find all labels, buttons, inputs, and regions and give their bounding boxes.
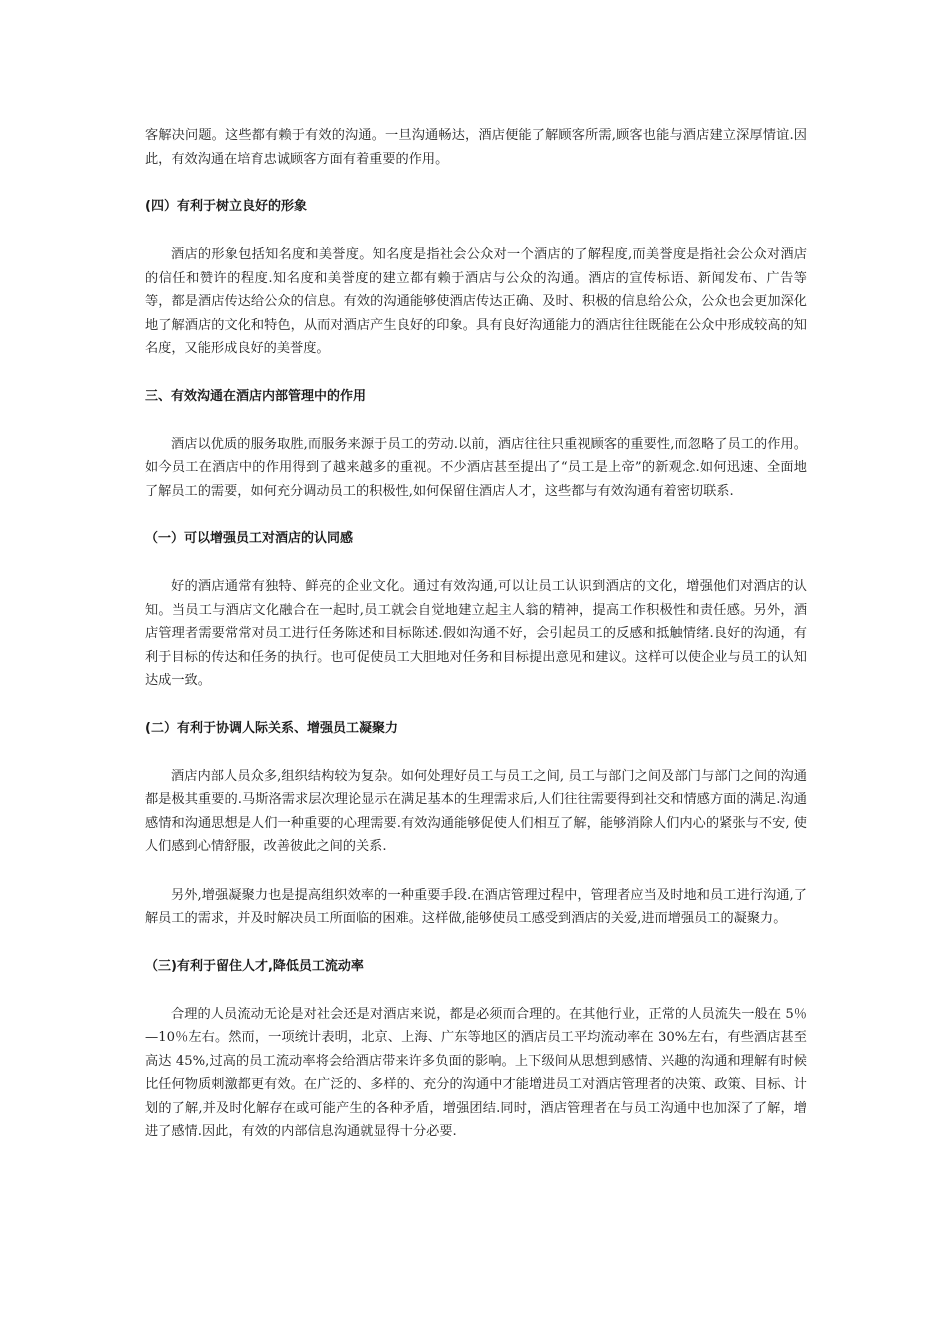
heading-retain-talent: （三)有利于留住人才,降低员工流动率 bbox=[145, 958, 364, 974]
heading-identity: （一）可以增强员工对酒店的认同感 bbox=[145, 531, 354, 546]
paragraph-hotel-image: 酒店的形象包括知名度和美誉度。知名度是指社会公众对一个酒店的了解程度,而美誉度是指社会公众对酒店的信任和赞许的程度.知名度和美誉度的建立都有赖于酒店与公众的沟通。酒店的宣传标语、新闻发布、广告等等，都是酒店传达给公众的信息。有效的沟通能够使酒店传达正确、及时、积极的信息给公众，公众也会更加深化地了解酒店的文化和特色，从而对酒店产生良好的印象。具有良好沟通能力的酒店往往既能在公众中形成较高的知名度，又能形成良好的美誉度。 bbox=[145, 247, 807, 356]
heading-internal-management: 三、有效沟通在酒店内部管理中的作用 bbox=[145, 388, 367, 404]
paragraph-employee-role: 酒店以优质的服务取胜,而服务来源于员工的劳动.以前，酒店往往只重视顾客的重要性,而忽略了员工的作用。如今员工在酒店中的作用得到了越来越多的重视。不少酒店甚至提出了“员工是上帝”的新观念.如何迅速、全面地了解员工的需要，如何充分调动员工的积极性,如何保留住酒店人才，这些都与有效沟通有着密切联系. bbox=[145, 436, 807, 499]
heading-good-image: (四）有利于树立良好的形象 bbox=[145, 199, 307, 214]
paragraph-relationships: 酒店内部人员众多,组织结构较为复杂。如何处理好员工与员工之间, 员工与部门之间及部门与部门之间的沟通都是极其重要的.马斯洛需求层次理论显示在满足基本的生理需求后,人们往往需要得到社交和情感方面的满足.沟通感情和沟通思想是人们一种重要的心理需要.有效沟通能够促使人们相互了解，能够消除人们内心的紧张与不安, 使人们感到心情舒服，改善彼此之间的关系. bbox=[145, 768, 807, 854]
paragraph-loyal-customers: 客解决问题。这些都有赖于有效的沟通。一旦沟通畅达，酒店便能了解顾客所需,顾客也能与酒店建立深厚情谊.因此，有效沟通在培育忠诚顾客方面有着重要的作用。 bbox=[145, 128, 807, 167]
paragraph-corporate-culture: 好的酒店通常有独特、鲜亮的企业文化。通过有效沟通,可以让员工认识到酒店的文化，增强他们对酒店的认知。当员工与酒店文化融合在一起时,员工就会自觉地建立起主人翁的精神，提高工作积极性和责任感。另外，酒店管理者需要常常对员工进行任务陈述和目标陈述.假如沟通不好，会引起员工的反感和抵触情绪.良好的沟通，有利于目标的传达和任务的执行。也可促使员工大胆地对任务和目标提出意见和建议。这样可以使企业与员工的认知达成一致。 bbox=[145, 579, 807, 688]
heading-cohesion: (二）有利于协调人际关系、增强员工凝聚力 bbox=[145, 720, 398, 736]
paragraph-turnover: 合理的人员流动无论是对社会还是对酒店来说，都是必须而合理的。在其他行业，正常的人员流失一般在 5％ —10％左右。然而，一项统计表明，北京、上海、广东等地区的酒店员工平均流动率在 30%左右，有些酒店甚至高达 45%,过高的员工流动率将会给酒店带来许多负面的影响。上下级间从思想到感情、兴趣的沟通和理解有时候比任何物质刺激都更有效。在广泛的、多样的、充分的沟通中才能增进员工对酒店管理者的决策、政策、目标、计划的了解,并及时化解存在或可能产生的各种矛盾，增强团结.同时，酒店管理者在与员工沟通中也加深了了解，增进了感情.因此，有效的内部信息沟通就显得十分必要. bbox=[145, 1006, 807, 1139]
paragraph-cohesion: 另外,增强凝聚力也是提高组织效率的一种重要手段.在酒店管理过程中，管理者应当及时地和员工进行沟通,了解员工的需求，并及时解决员工所面临的困难。这样做,能够使员工感受到酒店的关爱,进而增强员工的凝聚力。 bbox=[145, 887, 807, 926]
document-page bbox=[145, 124, 807, 1144]
